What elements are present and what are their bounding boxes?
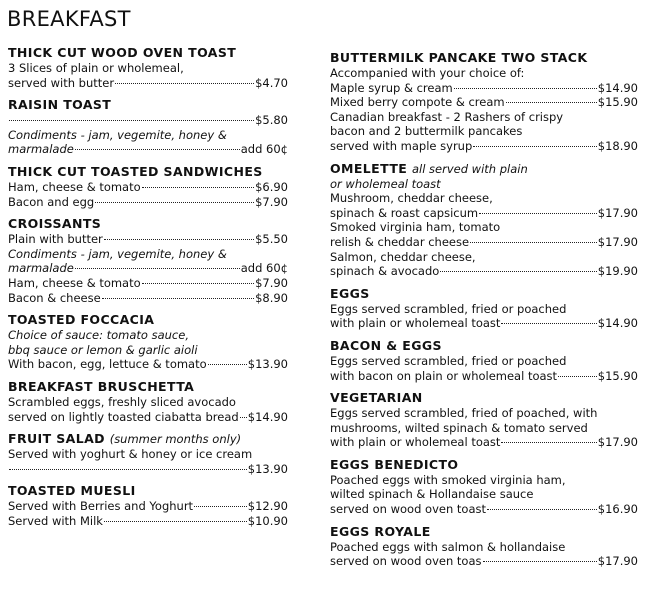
menu-section [330,390,638,450]
item-description [330,406,638,421]
section-name: CROISSANTS [8,216,102,232]
item-text: Poached eggs with smoked virginia ham, [330,472,566,487]
item-price: $13.90 [247,357,288,372]
menu-section [8,431,288,476]
section-heading [330,161,638,177]
section-name: OMELETTE [330,160,408,176]
item-text: served with butter [8,75,115,90]
dot-leader [208,364,247,365]
item-text: Salmon, cheddar cheese, [330,249,476,264]
dot-leader [142,187,254,188]
section-name: EGGS BENEDICTO [330,456,459,472]
section-heading [8,431,288,447]
item-text: Mushroom, cheddar cheese, [330,191,493,206]
item-description [8,447,288,462]
item-description [330,354,638,369]
item-price: $8.90 [255,290,288,305]
menu-item [330,264,638,279]
item-price: $17.90 [597,435,638,450]
item-description [8,395,288,410]
item-text: Mixed berry compote & cream [330,95,505,110]
item-price: $14.90 [247,409,288,424]
section-name: BUTTERMILK PANCAKE TWO STACK [330,50,588,65]
item-text: 3 Slices of plain or wholemeal, [8,61,184,75]
section-name: EGGS [330,285,370,301]
item-description [330,110,638,125]
dot-leader [240,417,247,418]
item-text: Eggs served scrambled, fried or poached [330,301,567,316]
section-name: THICK CUT TOASTED SANDWICHES [8,163,263,179]
section-heading [8,379,288,395]
item-description [330,540,638,555]
item-text: with plain or wholemeal toast [330,316,501,331]
menu-section [8,164,288,209]
section-name: VEGETARIAN [330,390,423,406]
item-text: Choice of sauce: tomato sauce, [8,328,189,343]
menu-item [8,462,288,477]
section-name: BACON & EGGS [330,337,442,353]
item-text: Eggs served scrambled, fried of poached, with [330,406,598,421]
item-description [330,487,638,502]
menu-item [8,76,288,91]
item-price: $5.80 [255,113,288,128]
item-text: bacon and 2 buttermilk pancakes [330,124,523,139]
item-price: $14.90 [597,316,638,331]
item-price: $5.50 [255,232,288,247]
item-price: $17.90 [597,554,638,569]
dot-leader [501,323,596,324]
item-description [330,250,638,265]
item-text: Bacon and egg [8,194,95,209]
section-heading [330,524,638,540]
item-description [330,421,638,436]
menu-title: BREAKFAST [7,7,131,31]
item-price: $4.70 [255,75,288,90]
item-text: served on lightly toasted ciabatta bread [8,409,239,424]
item-text: Eggs served scrambled, fried or poached [330,353,567,368]
dot-leader [479,213,597,214]
menu-section [330,457,638,517]
item-text: with bacon on plain or wholemeal toast [330,368,558,383]
item-text: Bacon & cheese [8,290,101,305]
menu-item [330,95,638,110]
dot-leader [115,83,254,84]
menu-item [330,316,638,331]
dot-leader [473,146,596,147]
item-text: Scrambled eggs, freshly sliced avocado [8,394,236,409]
dot-leader [104,239,254,240]
section-name: EGGS ROYALE [330,523,431,539]
menu-section [8,379,288,424]
section-heading [8,164,288,180]
item-description [330,177,638,192]
dot-leader [501,442,596,443]
menu-item [330,235,638,250]
section-heading [8,97,288,113]
menu-section [8,216,288,305]
menu-item [8,142,288,157]
menu-section [8,97,288,157]
menu-item [8,232,288,247]
menu-item [330,139,638,154]
item-text: Served with Berries and Yoghurt [8,499,194,514]
menu-section [330,50,638,154]
dot-leader [470,242,597,243]
item-description [330,124,638,139]
dot-leader [75,149,240,150]
section-name: FRUIT SALAD [8,431,105,447]
item-text: relish & cheddar cheese [330,234,470,249]
item-text: wilted spinach & Hollandaise sauce [330,487,534,502]
item-price: $14.90 [597,80,638,95]
dot-leader [440,271,596,272]
item-description [8,61,288,76]
item-text: Accompanied with your choice of: [330,66,525,80]
item-price: add 60¢ [240,261,288,276]
item-price: $7.90 [255,275,288,290]
item-text: Condiments - jam, vegemite, honey & [8,127,227,142]
item-text: spinach & avocado [330,264,440,279]
section-heading [330,286,638,302]
item-price: $18.90 [597,138,638,153]
menu-section [330,286,638,331]
menu-section [330,161,638,279]
dot-leader [75,268,240,269]
item-text: Condiments - jam, vegemite, honey & [8,246,227,261]
item-description [8,328,288,343]
item-text: With bacon, egg, lettuce & tomato [8,357,207,372]
item-price: $13.90 [247,461,288,476]
section-heading [330,338,638,354]
menu-item [330,206,638,221]
section-heading [330,390,638,406]
item-description [330,220,638,235]
menu-item [8,180,288,195]
item-text: Smoked virginia ham, tomato [330,220,501,235]
menu-item [330,554,638,569]
item-text: Maple syrup & cream [330,80,453,95]
item-text: mushrooms, wilted spinach & tomato served [330,420,588,435]
menu-section [8,45,288,90]
item-price: add 60¢ [240,142,288,157]
dot-leader [487,509,597,510]
item-price: $6.90 [255,179,288,194]
item-text: Served with yoghurt & honey or ice cream [8,447,253,462]
menu-item [8,113,288,128]
item-text: Ham, cheese & tomato [8,275,141,290]
section-name: THICK CUT WOOD OVEN TOAST [8,45,237,60]
dot-leader [506,102,597,103]
dot-leader [9,120,254,121]
dot-leader [194,506,247,507]
item-description [330,191,638,206]
item-description [8,247,288,262]
menu-item [8,357,288,372]
item-price: $10.90 [247,513,288,528]
section-name: TOASTED FOCCACIA [8,312,155,328]
section-heading [8,45,288,61]
item-price: $15.90 [597,368,638,383]
section-note: (summer months only) [109,432,242,447]
dot-leader [95,202,254,203]
menu-item [8,276,288,291]
item-price: $12.90 [247,499,288,514]
menu-item [330,435,638,450]
item-price: $17.90 [597,234,638,249]
item-text: with plain or wholemeal toast [330,435,501,450]
section-name: BREAKFAST BRUSCHETTA [8,378,195,394]
menu-item [330,369,638,384]
item-text: spinach & roast capsicum [330,205,479,220]
item-price: $17.90 [597,205,638,220]
section-name: RAISIN TOAST [8,97,112,113]
item-description [330,66,638,81]
menu-item [8,410,288,425]
right-column [330,50,638,576]
dot-leader [142,283,254,284]
dot-leader [102,298,254,299]
menu-section [330,524,638,569]
item-text: marmalade [8,142,74,157]
menu-section [8,312,288,372]
menu-item [8,514,288,529]
section-heading [330,50,638,66]
item-price: $7.90 [255,194,288,209]
item-text: or wholemeal toast [330,176,441,191]
menu-item [8,261,288,276]
item-text: served on wood oven toas [330,554,482,569]
dot-leader [454,88,597,89]
item-text: Ham, cheese & tomato [8,179,141,194]
section-heading [8,483,288,499]
menu-item [8,195,288,210]
item-text: Served with Milk [8,513,103,528]
item-price: $15.90 [597,95,638,110]
item-description [8,343,288,358]
menu-item [330,502,638,517]
item-text: bbq sauce or lemon & garlic aioli [8,342,198,357]
item-description [330,473,638,488]
menu-section [8,483,288,528]
section-heading [330,457,638,473]
item-description [8,128,288,143]
section-name: TOASTED MUESLI [8,483,136,499]
item-text: served on wood oven toast [330,502,486,517]
section-heading [8,312,288,328]
section-heading [8,216,288,232]
item-text: Canadian breakfast - 2 Rashers of crispy [330,109,564,124]
menu-item [8,291,288,306]
item-text: served with maple syrup [330,138,473,153]
item-price: $16.90 [597,502,638,517]
section-note: all served with plain [411,161,528,176]
item-description [330,302,638,317]
dot-leader [558,376,597,377]
item-price: $19.90 [597,264,638,279]
item-text: Plain with butter [8,232,103,247]
dot-leader [9,469,247,470]
dot-leader [104,521,247,522]
menu-section [330,338,638,383]
menu-item [8,499,288,514]
dot-leader [483,561,597,562]
menu-item [330,81,638,96]
item-text: marmalade [8,261,74,276]
item-text: Poached eggs with salmon & hollandaise [330,539,566,554]
left-column [8,45,288,535]
